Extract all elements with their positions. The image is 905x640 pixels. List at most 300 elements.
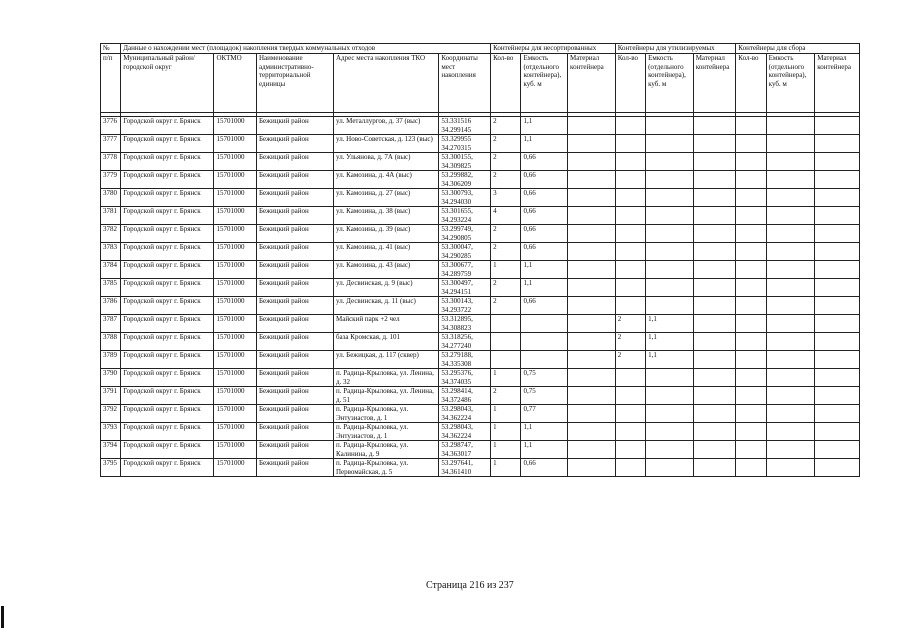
cell-address: база Кромская, д. 101 bbox=[334, 333, 439, 351]
cell-collection-material bbox=[815, 351, 860, 369]
cell-municipal: Городской округ г. Брянск bbox=[121, 261, 214, 279]
cell-coords bbox=[439, 243, 491, 261]
cell-recycle-material bbox=[693, 423, 736, 441]
cell-recycle-count bbox=[615, 387, 645, 405]
cell-municipal: Городской округ г. Брянск bbox=[121, 171, 214, 189]
cell-municipal: Городской округ г. Брянск bbox=[121, 351, 214, 369]
cell-unsorted-capacity: 1,1 bbox=[521, 423, 568, 441]
cell-coords bbox=[439, 459, 491, 477]
cell-unsorted-material bbox=[568, 387, 616, 405]
cell-unsorted-capacity: 0,66 bbox=[521, 207, 568, 225]
header-address: Адрес места накопления ТКО bbox=[334, 54, 439, 113]
header-pp: п/п bbox=[101, 54, 121, 113]
cell-municipal: Городской округ г. Брянск bbox=[121, 189, 214, 207]
cell-recycle-material bbox=[693, 333, 736, 351]
cell-recycle-material bbox=[693, 243, 736, 261]
coord-lon: 34.372486 bbox=[441, 395, 472, 404]
coord-lon: 34.362224 bbox=[441, 413, 472, 422]
cell-unsorted-material bbox=[568, 297, 616, 315]
cell-collection-capacity bbox=[766, 441, 815, 459]
cell-coords bbox=[439, 441, 491, 459]
cell-recycle-count: 2 bbox=[615, 333, 645, 351]
table-row bbox=[101, 225, 860, 243]
cell-coords bbox=[439, 315, 491, 333]
cell-unsorted-material bbox=[568, 261, 616, 279]
cell-collection-material bbox=[815, 117, 860, 135]
cell-recycle-count bbox=[615, 153, 645, 171]
cell-address: ул. Камозина, д. 39 (выс) bbox=[334, 225, 439, 243]
cell-collection-count bbox=[736, 369, 766, 387]
cell-admin-unit: Бежицкий район bbox=[257, 189, 334, 207]
cell-coords bbox=[439, 423, 491, 441]
cell-unsorted-capacity bbox=[521, 333, 568, 351]
table-row bbox=[101, 351, 860, 369]
cell-num: 3793 bbox=[101, 423, 121, 441]
cell-unsorted-material bbox=[568, 441, 616, 459]
cell-unsorted-count bbox=[491, 333, 521, 351]
cell-unsorted-material bbox=[568, 243, 616, 261]
coord-lon: 34.290285 bbox=[441, 251, 472, 260]
header-recycle-count: Кол-во bbox=[615, 54, 645, 113]
cell-num: 3777 bbox=[101, 135, 121, 153]
cell-recycle-capacity bbox=[646, 369, 694, 387]
cell-admin-unit: Бежицкий район bbox=[257, 297, 334, 315]
coord-lat: 53.300143, bbox=[441, 297, 473, 305]
cell-collection-material bbox=[815, 189, 860, 207]
cell-recycle-count bbox=[615, 423, 645, 441]
cell-collection-material bbox=[815, 207, 860, 225]
cell-coords bbox=[439, 333, 491, 351]
cell-municipal: Городской округ г. Брянск bbox=[121, 117, 214, 135]
cell-admin-unit: Бежицкий район bbox=[257, 333, 334, 351]
cell-collection-material bbox=[815, 387, 860, 405]
coord-lat: 53.279188, bbox=[441, 351, 473, 359]
cell-admin-unit: Бежицкий район bbox=[257, 153, 334, 171]
cell-collection-count bbox=[736, 117, 766, 135]
cell-collection-material bbox=[815, 153, 860, 171]
cell-admin-unit: Бежицкий район bbox=[257, 243, 334, 261]
coord-lat: 53.318256, bbox=[441, 333, 473, 341]
cell-address: ул. Камозина, д. 4А (выс) bbox=[334, 171, 439, 189]
cell-collection-count bbox=[736, 297, 766, 315]
cell-municipal: Городской округ г. Брянск bbox=[121, 297, 214, 315]
cell-oktmo: 15701000 bbox=[214, 297, 257, 315]
cell-num: 3788 bbox=[101, 333, 121, 351]
page-current: 216 bbox=[469, 580, 485, 591]
cell-recycle-material bbox=[693, 315, 736, 333]
table-header bbox=[101, 44, 860, 113]
coord-lon: 34.293224 bbox=[441, 215, 472, 224]
cell-unsorted-material bbox=[568, 135, 616, 153]
cell-collection-capacity bbox=[766, 333, 815, 351]
cell-unsorted-capacity: 0,66 bbox=[521, 171, 568, 189]
cell-recycle-capacity: 1,1 bbox=[646, 333, 694, 351]
cell-municipal: Городской округ г. Брянск bbox=[121, 225, 214, 243]
cell-unsorted-capacity: 0,66 bbox=[521, 153, 568, 171]
cell-collection-count bbox=[736, 351, 766, 369]
cell-unsorted-capacity bbox=[521, 315, 568, 333]
cell-oktmo: 15701000 bbox=[214, 333, 257, 351]
cell-oktmo: 15701000 bbox=[214, 279, 257, 297]
cell-recycle-material bbox=[693, 369, 736, 387]
cell-admin-unit: Бежицкий район bbox=[257, 171, 334, 189]
coord-lon: 34.308823 bbox=[441, 323, 472, 332]
cell-municipal: Городской округ г. Брянск bbox=[121, 369, 214, 387]
cell-address: ул. Камозина, д. 43 (выс) bbox=[334, 261, 439, 279]
cell-collection-count bbox=[736, 423, 766, 441]
cell-coords bbox=[439, 387, 491, 405]
cell-recycle-material bbox=[693, 153, 736, 171]
cell-unsorted-count: 2 bbox=[491, 153, 521, 171]
cell-num: 3778 bbox=[101, 153, 121, 171]
cell-unsorted-capacity: 0,77 bbox=[521, 405, 568, 423]
coord-lat: 53.300677, bbox=[441, 261, 473, 269]
table-row bbox=[101, 153, 860, 171]
cell-address: ул. Камозина, д. 38 (выс) bbox=[334, 207, 439, 225]
cell-recycle-capacity bbox=[646, 117, 694, 135]
cell-municipal: Городской округ г. Брянск bbox=[121, 459, 214, 477]
cell-collection-count bbox=[736, 261, 766, 279]
cell-oktmo: 15701000 bbox=[214, 261, 257, 279]
cell-num: 3782 bbox=[101, 225, 121, 243]
cell-collection-count bbox=[736, 189, 766, 207]
cell-collection-material bbox=[815, 369, 860, 387]
cell-address: п. Радица-Крыловка, ул. Энтузиастов, д. 1 bbox=[334, 423, 439, 441]
coord-lat: 53.298043, bbox=[441, 423, 473, 431]
cell-collection-material bbox=[815, 405, 860, 423]
cell-unsorted-capacity: 1,1 bbox=[521, 261, 568, 279]
cell-coords bbox=[439, 135, 491, 153]
cell-num: 3783 bbox=[101, 243, 121, 261]
cell-recycle-count: 2 bbox=[615, 351, 645, 369]
cell-recycle-material bbox=[693, 225, 736, 243]
cell-collection-count bbox=[736, 441, 766, 459]
cell-collection-capacity bbox=[766, 369, 815, 387]
cell-oktmo: 15701000 bbox=[214, 117, 257, 135]
table-row bbox=[101, 171, 860, 189]
cell-recycle-material bbox=[693, 135, 736, 153]
cell-admin-unit: Бежицкий район bbox=[257, 315, 334, 333]
cell-num: 3776 bbox=[101, 117, 121, 135]
cell-recycle-capacity bbox=[646, 441, 694, 459]
header-unsorted-group: Контейнеры для несортированных bbox=[491, 44, 616, 54]
cell-recycle-material bbox=[693, 117, 736, 135]
cell-unsorted-capacity: 1,1 bbox=[521, 117, 568, 135]
cell-recycle-capacity bbox=[646, 243, 694, 261]
cell-coords bbox=[439, 369, 491, 387]
coord-lat: 53.329955 bbox=[441, 135, 472, 143]
cell-unsorted-count: 2 bbox=[491, 135, 521, 153]
cell-admin-unit: Бежицкий район bbox=[257, 279, 334, 297]
header-coords: Координаты мест накопления bbox=[439, 54, 491, 113]
cell-admin-unit: Бежицкий район bbox=[257, 441, 334, 459]
cell-unsorted-capacity: 0,66 bbox=[521, 225, 568, 243]
cell-recycle-capacity bbox=[646, 405, 694, 423]
cell-num: 3787 bbox=[101, 315, 121, 333]
header-recycle-capacity: Емкость (отдельного контейнера), куб. м bbox=[646, 54, 694, 113]
cell-recycle-material bbox=[693, 459, 736, 477]
header-unsorted-capacity: Емкость (отдельного контейнера), куб. м bbox=[521, 54, 568, 113]
table-row bbox=[101, 117, 860, 135]
cell-coords bbox=[439, 171, 491, 189]
cell-recycle-count bbox=[615, 225, 645, 243]
cell-municipal: Городской округ г. Брянск bbox=[121, 207, 214, 225]
cell-recycle-capacity bbox=[646, 171, 694, 189]
coord-lon: 34.290805 bbox=[441, 233, 472, 242]
cell-coords bbox=[439, 207, 491, 225]
cell-coords bbox=[439, 351, 491, 369]
coord-lon: 34.294030 bbox=[441, 197, 472, 206]
cell-municipal: Городской округ г. Брянск bbox=[121, 387, 214, 405]
cell-collection-count bbox=[736, 387, 766, 405]
cell-num: 3784 bbox=[101, 261, 121, 279]
cell-num: 3785 bbox=[101, 279, 121, 297]
cell-admin-unit: Бежицкий район bbox=[257, 423, 334, 441]
coord-lon: 34.277240 bbox=[441, 341, 472, 350]
cell-collection-count bbox=[736, 405, 766, 423]
cell-recycle-capacity bbox=[646, 423, 694, 441]
cell-num: 3789 bbox=[101, 351, 121, 369]
cell-unsorted-count bbox=[491, 351, 521, 369]
cell-unsorted-count: 3 bbox=[491, 189, 521, 207]
cell-unsorted-count: 2 bbox=[491, 279, 521, 297]
cell-address: Майский парк +2 чел bbox=[334, 315, 439, 333]
cell-collection-count bbox=[736, 225, 766, 243]
coord-lon: 34.374035 bbox=[441, 377, 472, 386]
cell-unsorted-material bbox=[568, 351, 616, 369]
table-row bbox=[101, 243, 860, 261]
cell-collection-capacity bbox=[766, 117, 815, 135]
cell-unsorted-material bbox=[568, 369, 616, 387]
coord-lat: 53.299749, bbox=[441, 225, 473, 233]
coord-lon: 34.361410 bbox=[441, 467, 472, 476]
cell-coords bbox=[439, 225, 491, 243]
table-row bbox=[101, 423, 860, 441]
cell-unsorted-material bbox=[568, 333, 616, 351]
cell-recycle-count bbox=[615, 189, 645, 207]
cell-num: 3792 bbox=[101, 405, 121, 423]
cell-recycle-capacity bbox=[646, 297, 694, 315]
cell-collection-capacity bbox=[766, 315, 815, 333]
coord-lon: 34.299145 bbox=[441, 125, 472, 134]
cell-address: ул. Металлургов, д. 37 (выс) bbox=[334, 117, 439, 135]
cell-oktmo: 15701000 bbox=[214, 171, 257, 189]
cell-coords bbox=[439, 261, 491, 279]
cell-collection-count bbox=[736, 459, 766, 477]
cell-collection-material bbox=[815, 261, 860, 279]
coord-lat: 53.295376, bbox=[441, 369, 473, 377]
cell-unsorted-count: 1 bbox=[491, 423, 521, 441]
cell-oktmo: 15701000 bbox=[214, 459, 257, 477]
cell-recycle-material bbox=[693, 189, 736, 207]
cell-unsorted-count: 1 bbox=[491, 405, 521, 423]
cell-oktmo: 15701000 bbox=[214, 405, 257, 423]
cell-collection-capacity bbox=[766, 297, 815, 315]
coord-lat: 53.298043, bbox=[441, 405, 473, 413]
cell-unsorted-material bbox=[568, 117, 616, 135]
cell-collection-material bbox=[815, 279, 860, 297]
cell-recycle-material bbox=[693, 387, 736, 405]
cell-municipal: Городской округ г. Брянск bbox=[121, 423, 214, 441]
coord-lat: 53.300047, bbox=[441, 243, 473, 251]
cell-admin-unit: Бежицкий район bbox=[257, 459, 334, 477]
cell-admin-unit: Бежицкий район bbox=[257, 405, 334, 423]
cell-collection-count bbox=[736, 333, 766, 351]
cell-recycle-capacity bbox=[646, 225, 694, 243]
coord-lat: 53.297641, bbox=[441, 459, 473, 467]
cell-collection-capacity bbox=[766, 279, 815, 297]
cell-recycle-capacity bbox=[646, 459, 694, 477]
cell-municipal: Городской округ г. Брянск bbox=[121, 153, 214, 171]
cell-collection-capacity bbox=[766, 171, 815, 189]
cell-collection-capacity bbox=[766, 207, 815, 225]
table-row bbox=[101, 207, 860, 225]
cell-unsorted-count: 2 bbox=[491, 297, 521, 315]
header-location-group: Данные о нахождении мест (площадок) накопления твердых коммунальных отходов bbox=[121, 44, 491, 54]
cell-collection-capacity bbox=[766, 405, 815, 423]
cell-unsorted-capacity bbox=[521, 351, 568, 369]
cell-oktmo: 15701000 bbox=[214, 207, 257, 225]
coord-lon: 34.293722 bbox=[441, 305, 472, 314]
table-row bbox=[101, 189, 860, 207]
cell-collection-material bbox=[815, 297, 860, 315]
cell-recycle-capacity bbox=[646, 261, 694, 279]
cell-unsorted-material bbox=[568, 459, 616, 477]
cell-recycle-count bbox=[615, 171, 645, 189]
cell-oktmo: 15701000 bbox=[214, 135, 257, 153]
cell-unsorted-capacity: 0,66 bbox=[521, 243, 568, 261]
cell-address: ул. Камозина, д. 41 (выс) bbox=[334, 243, 439, 261]
cell-unsorted-count: 2 bbox=[491, 117, 521, 135]
table-row bbox=[101, 369, 860, 387]
table-body bbox=[101, 113, 860, 477]
cell-municipal: Городской округ г. Брянск bbox=[121, 279, 214, 297]
cell-unsorted-material bbox=[568, 189, 616, 207]
coord-lat: 53.298414, bbox=[441, 387, 473, 395]
cell-unsorted-count: 1 bbox=[491, 459, 521, 477]
cell-collection-count bbox=[736, 207, 766, 225]
coord-lat: 53.312895, bbox=[441, 315, 473, 323]
cell-num: 3791 bbox=[101, 387, 121, 405]
cell-unsorted-count: 2 bbox=[491, 225, 521, 243]
cell-recycle-material bbox=[693, 441, 736, 459]
cell-address: п. Радица-Крыловка, ул. Первомайская, д. 5 bbox=[334, 459, 439, 477]
cell-unsorted-capacity: 1,1 bbox=[521, 279, 568, 297]
cell-recycle-count bbox=[615, 459, 645, 477]
cell-address: п. Радица-Крыловка, ул. Энтузиастов, д. 1 bbox=[334, 405, 439, 423]
cell-collection-capacity bbox=[766, 243, 815, 261]
cell-oktmo: 15701000 bbox=[214, 243, 257, 261]
cell-collection-material bbox=[815, 243, 860, 261]
cell-recycle-capacity bbox=[646, 189, 694, 207]
cell-recycle-count bbox=[615, 279, 645, 297]
cell-admin-unit: Бежицкий район bbox=[257, 207, 334, 225]
cell-unsorted-count: 1 bbox=[491, 369, 521, 387]
cell-municipal: Городской округ г. Брянск bbox=[121, 135, 214, 153]
coord-lat: 53.301655, bbox=[441, 207, 473, 215]
cell-collection-capacity bbox=[766, 261, 815, 279]
coord-lon: 34.309825 bbox=[441, 161, 472, 170]
cell-num: 3795 bbox=[101, 459, 121, 477]
coord-lat: 53.298747, bbox=[441, 441, 473, 449]
cell-collection-material bbox=[815, 135, 860, 153]
cell-unsorted-capacity: 0,66 bbox=[521, 459, 568, 477]
cell-coords bbox=[439, 297, 491, 315]
coord-lon: 34.335308 bbox=[441, 359, 472, 368]
cell-address: ул. Камозина, д. 27 (выс) bbox=[334, 189, 439, 207]
cell-unsorted-count: 2 bbox=[491, 387, 521, 405]
table-row bbox=[101, 441, 860, 459]
coord-lon: 34.362224 bbox=[441, 431, 472, 440]
coord-lat: 53.331516 bbox=[441, 117, 472, 125]
cell-unsorted-material bbox=[568, 423, 616, 441]
header-admin-unit: Наименование административно-территориальной единицы bbox=[257, 54, 334, 113]
header-recycle-group: Контейнеры для утилизируемых bbox=[615, 44, 736, 54]
cell-recycle-capacity: 1,1 bbox=[646, 351, 694, 369]
header-collection-capacity: Емкость (отдельного контейнера), куб. м bbox=[766, 54, 815, 113]
cell-municipal: Городской округ г. Брянск bbox=[121, 315, 214, 333]
cell-admin-unit: Бежицкий район bbox=[257, 369, 334, 387]
cell-admin-unit: Бежицкий район bbox=[257, 261, 334, 279]
cell-num: 3781 bbox=[101, 207, 121, 225]
cell-admin-unit: Бежицкий район bbox=[257, 135, 334, 153]
cell-address: ул. Ульянова, д. 7А (выс) bbox=[334, 153, 439, 171]
cell-recycle-material bbox=[693, 405, 736, 423]
cell-oktmo: 15701000 bbox=[214, 315, 257, 333]
table-row bbox=[101, 315, 860, 333]
cell-collection-capacity bbox=[766, 423, 815, 441]
cell-address: п. Радица-Крыловка, ул. Ленина, д. 51 bbox=[334, 387, 439, 405]
cell-recycle-count bbox=[615, 243, 645, 261]
cell-unsorted-count bbox=[491, 315, 521, 333]
cell-unsorted-capacity: 0,75 bbox=[521, 369, 568, 387]
cell-municipal: Городской округ г. Брянск bbox=[121, 333, 214, 351]
cell-admin-unit: Бежицкий район bbox=[257, 351, 334, 369]
cell-num: 3780 bbox=[101, 189, 121, 207]
cell-unsorted-material bbox=[568, 153, 616, 171]
cell-recycle-count: 2 bbox=[615, 315, 645, 333]
coord-lat: 53.300155, bbox=[441, 153, 473, 161]
cell-collection-capacity bbox=[766, 351, 815, 369]
cell-collection-material bbox=[815, 225, 860, 243]
cell-municipal: Городской округ г. Брянск bbox=[121, 405, 214, 423]
cell-collection-capacity bbox=[766, 189, 815, 207]
cell-unsorted-material bbox=[568, 279, 616, 297]
table-row bbox=[101, 405, 860, 423]
cell-recycle-count bbox=[615, 369, 645, 387]
cell-collection-capacity bbox=[766, 459, 815, 477]
cell-unsorted-count: 1 bbox=[491, 441, 521, 459]
cell-recycle-count bbox=[615, 297, 645, 315]
header-collection-material: Материал контейнера bbox=[815, 54, 860, 113]
cell-recycle-count bbox=[615, 135, 645, 153]
header-oktmo: ОКТМО bbox=[214, 54, 257, 113]
cell-collection-count bbox=[736, 315, 766, 333]
cell-unsorted-material bbox=[568, 171, 616, 189]
cell-unsorted-material bbox=[568, 405, 616, 423]
cell-collection-capacity bbox=[766, 153, 815, 171]
cell-municipal: Городской округ г. Брянск bbox=[121, 441, 214, 459]
header-collection-group: Контейнеры для сбора bbox=[736, 44, 860, 54]
cell-oktmo: 15701000 bbox=[214, 423, 257, 441]
page-number bbox=[426, 580, 514, 591]
cell-recycle-material bbox=[693, 297, 736, 315]
coord-lon: 34.363017 bbox=[441, 449, 472, 458]
coord-lon: 34.306209 bbox=[441, 179, 472, 188]
cell-recycle-count bbox=[615, 441, 645, 459]
cell-recycle-material bbox=[693, 261, 736, 279]
scan-edge-mark bbox=[1, 606, 4, 628]
